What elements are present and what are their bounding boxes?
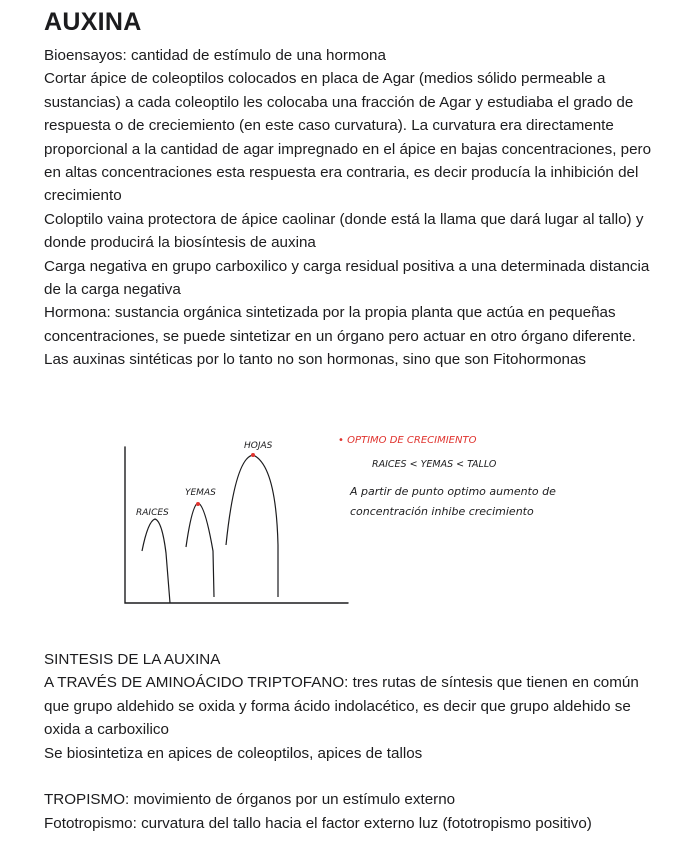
note-order: RAICES < YEMAS < TALLO — [372, 459, 497, 470]
paragraph: Las auxinas sintéticas por lo tanto no son hormonas, sino que son Fitohormonas — [44, 351, 587, 369]
optimum-dot-yemas — [196, 502, 200, 506]
paragraph: Coloptilo vaina protectora de ápice caolinar (donde está la llama que dará lugar al tallo) y donde producirá la biosíntesis de auxina — [44, 210, 644, 252]
label-yemas: YEMAS — [185, 488, 216, 498]
paragraph: Fototropismo: curvatura del tallo hacia el factor externo luz (fototropismo positivo) — [44, 814, 592, 832]
body-section-sintesis — [44, 648, 664, 835]
paragraph: TROPISMO: movimiento de órganos por un estímulo externo — [44, 791, 456, 809]
paragraph: Se biosintetiza en apices de coleoptilos, apices de tallos — [44, 744, 423, 762]
curve-raices — [142, 519, 170, 603]
label-raices: RAICES — [136, 508, 169, 518]
label-hojas: HOJAS — [244, 441, 273, 451]
curve-hojas — [226, 455, 278, 597]
paragraph: A TRAVÉS DE AMINOÁCIDO TRIPTOFANO: tres rutas de síntesis que tienen en común que grupo aldehido se oxida y forma ácido indolacético, es decir que grupo aldehido se oxida a carboxilico — [44, 674, 639, 739]
body-section-auxina — [44, 44, 664, 372]
note-line2: concentración inhibe crecimiento — [350, 505, 534, 518]
sketch-axes — [125, 447, 348, 603]
note-heading: • OPTIMO DE CRECIMIENTO — [338, 435, 477, 446]
growth-optimum-sketch — [100, 425, 600, 615]
paragraph: Cortar ápice de coleoptilos colocados en placa de Agar (medios sólido permeable a sustancias) a cada coleoptilo les colocaba una fracción de Agar y estudiaba el grado de respuesta o de creciemiento (en este caso curvatura). La curvatura era directamente proporcional a la cantidad de agar impregnado en el ápice en bajas concentraciones, pero en altas concentraciones esta respuesta era contraria, es decir producía la inhibición del crecimiento — [44, 70, 652, 205]
curve-yemas — [186, 503, 214, 597]
paragraph: Bioensayos: cantidad de estímulo de una hormona — [44, 47, 386, 64]
page-title: AUXINA — [44, 8, 142, 36]
optimum-dot-hojas — [251, 453, 255, 457]
section-heading: SINTESIS DE LA AUXINA — [44, 651, 221, 668]
paragraph: Carga negativa en grupo carboxilico y carga residual positiva a una determinada distancia de la carga negativa — [44, 257, 650, 299]
note-line1: A partir de punto optimo aumento de — [350, 485, 556, 498]
blank-line — [44, 765, 664, 788]
paragraph: Hormona: sustancia orgánica sintetizada por la propia planta que actúa en pequeñas concentraciones, se puede sintetizar en un órgano pero actuar en otro órgano diferente. — [44, 304, 636, 345]
